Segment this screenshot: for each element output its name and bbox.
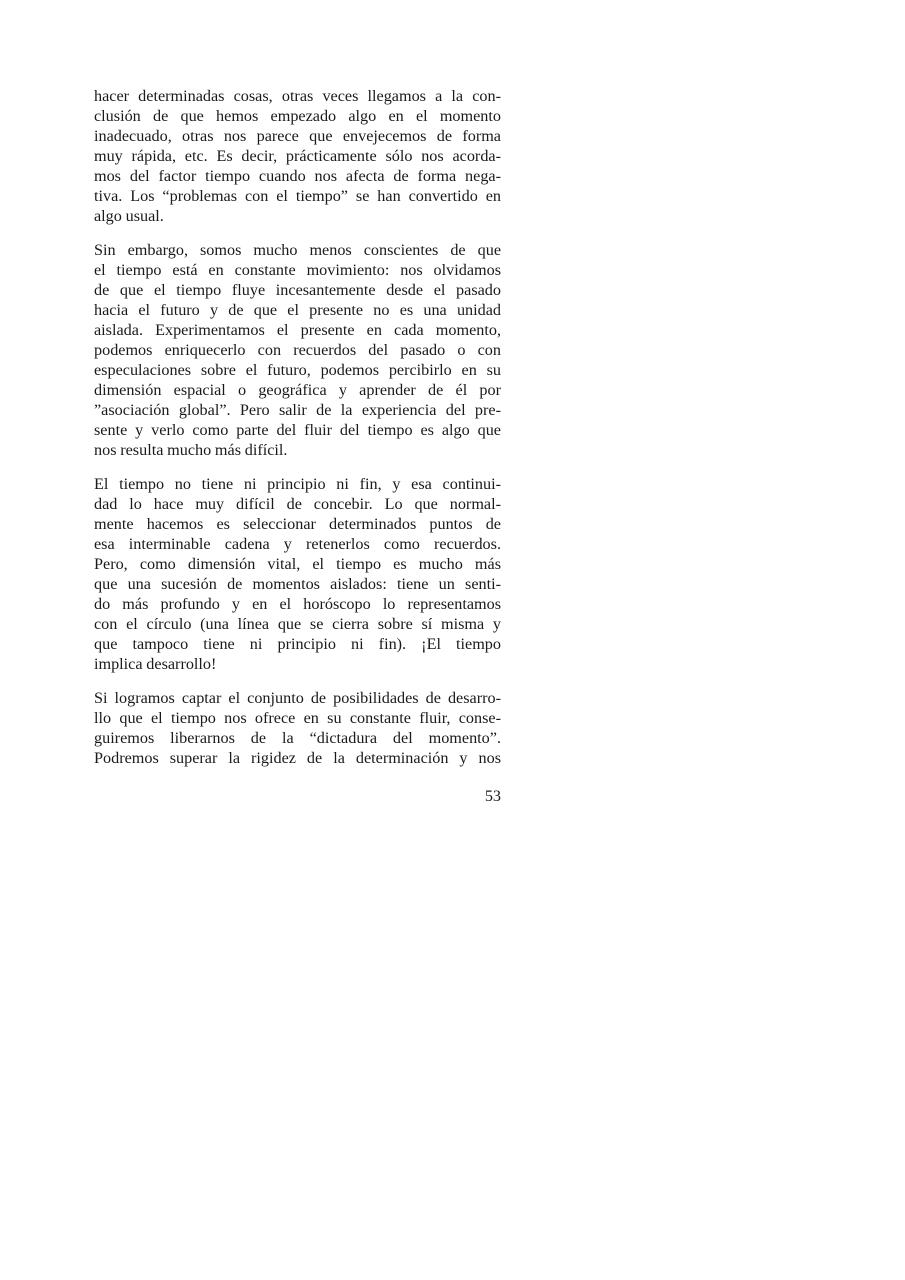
text-line: implica desarrollo! <box>94 655 217 673</box>
text-line: dimensión espacial o geográfica y aprender de él por <box>94 381 501 399</box>
text-line: el tiempo está en constante movimiento: nos olvidamos <box>94 261 501 279</box>
text-line: Si logramos captar el conjunto de posibilidades de desarro- <box>94 689 501 707</box>
page-number: 53 <box>484 787 501 805</box>
paragraph-1 <box>94 86 501 226</box>
page-body <box>94 86 501 782</box>
text-line: nos resulta mucho más difícil. <box>94 441 288 459</box>
text-line: hacer determinadas cosas, otras veces llegamos a la con- <box>94 87 501 105</box>
text-line: guiremos liberarnos de la “dictadura del momento”. <box>94 729 501 747</box>
paragraph-2 <box>94 240 501 460</box>
text-line: de que el tiempo fluye incesantemente desde el pasado <box>94 281 501 299</box>
text-line: sente y verlo como parte del fluir del tiempo es algo que <box>94 421 501 439</box>
text-line: mos del factor tiempo cuando nos afecta de forma nega- <box>94 167 501 185</box>
text-line: esa interminable cadena y retenerlos como recuerdos. <box>94 535 501 553</box>
text-line: algo usual. <box>94 207 164 225</box>
text-line: Podremos superar la rigidez de la determinación y nos <box>94 749 501 767</box>
text-line: ”asociación global”. Pero salir de la experiencia del pre- <box>94 401 501 419</box>
text-line: inadecuado, otras nos parece que envejecemos de forma <box>94 127 501 145</box>
paragraph-3 <box>94 474 501 674</box>
text-line: tiva. Los “problemas con el tiempo” se han convertido en <box>94 187 501 205</box>
text-line: dad lo hace muy difícil de concebir. Lo que normal- <box>94 495 501 513</box>
text-line: El tiempo no tiene ni principio ni fin, y esa continui- <box>94 475 501 493</box>
text-line: muy rápida, etc. Es decir, prácticamente sólo nos acorda- <box>94 147 501 165</box>
text-line: que tampoco tiene ni principio ni fin). ¡El tiempo <box>94 635 501 653</box>
text-line: do más profundo y en el horóscopo lo representamos <box>94 595 501 613</box>
text-line: que una sucesión de momentos aislados: tiene un senti- <box>94 575 501 593</box>
text-line: Sin embargo, somos mucho menos conscientes de que <box>94 241 501 259</box>
text-line: con el círculo (una línea que se cierra sobre sí misma y <box>94 615 501 633</box>
text-line: especulaciones sobre el futuro, podemos percibirlo en su <box>94 361 501 379</box>
text-line: aislada. Experimentamos el presente en cada momento, <box>94 321 501 339</box>
text-line: hacia el futuro y de que el presente no es una unidad <box>94 301 501 319</box>
text-line: mente hacemos es seleccionar determinados puntos de <box>94 515 501 533</box>
text-line: podemos enriquecerlo con recuerdos del pasado o con <box>94 341 501 359</box>
text-line: clusión de que hemos empezado algo en el momento <box>94 107 501 125</box>
text-line: Pero, como dimensión vital, el tiempo es mucho más <box>94 555 501 573</box>
paragraph-4 <box>94 688 501 768</box>
text-line: llo que el tiempo nos ofrece en su constante fluir, conse- <box>94 709 501 727</box>
